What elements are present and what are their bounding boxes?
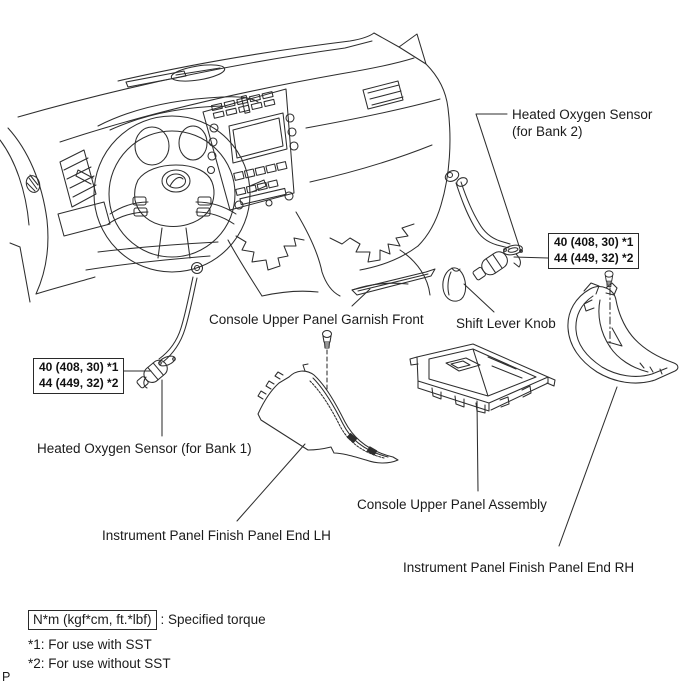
mirror-switch [24, 174, 42, 194]
label-console-assembly: Console Upper Panel Assembly [357, 497, 547, 512]
torque-bank1-with-sst: 40 (408, 30) *1 [39, 360, 119, 374]
torque-bank2-without-sst: 44 (449, 32) *2 [554, 250, 634, 265]
screw-icon [323, 331, 332, 349]
label-heated-o2-sensor-bank2-line2: (for Bank 2) [512, 124, 583, 139]
lexus-logo [162, 170, 190, 192]
shift-lever-knob-drawing [443, 268, 466, 301]
dashboard-illustration [0, 33, 450, 302]
torque-spec-box-bank2 [548, 233, 639, 269]
label-heated-o2-sensor-bank2 [512, 106, 652, 140]
legend-torque-unit-row [28, 610, 266, 630]
legend-torque-unit-box: N*m (kgf*cm, ft.*lbf) [28, 610, 157, 630]
o2-sensor-bank1-drawing [134, 263, 202, 392]
screw-icon [605, 271, 613, 287]
torque-spec-box-bank1 [33, 358, 124, 394]
page-marker: P [2, 670, 11, 684]
torque-bank2-with-sst: 40 (408, 30) *1 [554, 235, 634, 249]
torque-bank1-without-sst: 44 (449, 32) *2 [39, 375, 119, 390]
label-shift-lever-knob: Shift Lever Knob [456, 316, 556, 331]
console-assembly-drawing [410, 344, 555, 413]
label-panel-end-lh: Instrument Panel Finish Panel End LH [102, 528, 331, 543]
console-garnish-front-drawing [352, 269, 435, 295]
o2-sensor-bank2-drawing [444, 169, 524, 284]
label-console-garnish-front: Console Upper Panel Garnish Front [209, 312, 424, 327]
label-panel-end-rh: Instrument Panel Finish Panel End RH [403, 560, 635, 575]
panel-end-rh-drawing [568, 271, 678, 383]
panel-end-lh-drawing [258, 331, 398, 464]
label-heated-o2-sensor-bank1: Heated Oxygen Sensor (for Bank 1) [37, 441, 252, 456]
legend-note-sst-with: *1: For use with SST [28, 637, 152, 652]
legend-torque-desc: : Specified torque [160, 612, 266, 627]
nav-screen [229, 113, 287, 163]
label-heated-o2-sensor-bank2-line1: Heated Oxygen Sensor [512, 107, 653, 122]
legend-note-sst-without: *2: For use without SST [28, 656, 171, 671]
